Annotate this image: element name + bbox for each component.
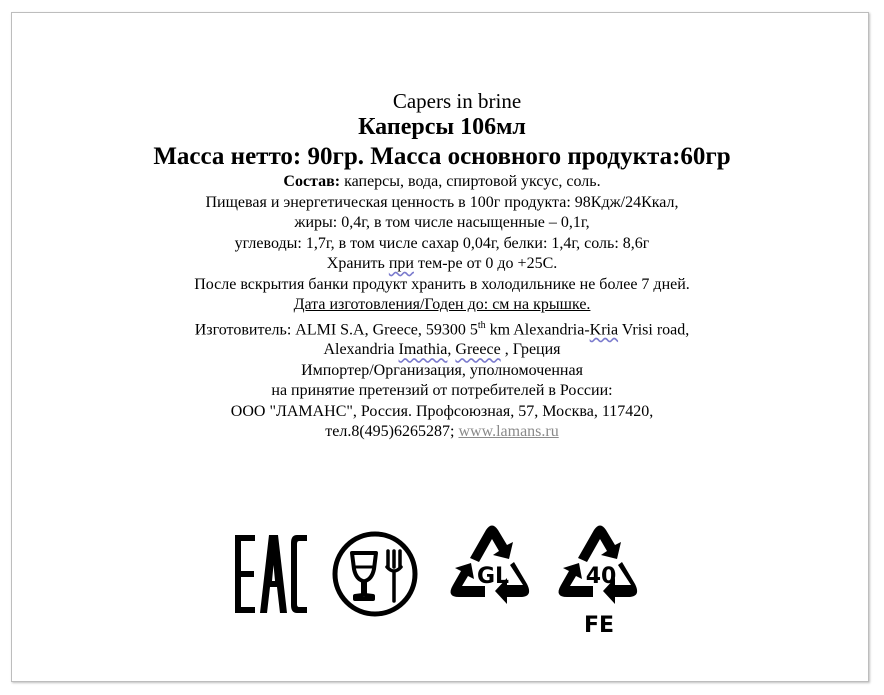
recycle-code-gl: GL [476,564,510,589]
storage-after-open: После вскрытия банки продукт хранить в холодильнике не более 7 дней. [194,275,690,293]
recycle-code-40: 40 [585,564,617,589]
recycle-gl-icon [437,518,547,623]
composition-label: Состав: [283,173,341,190]
manufacturer-line-2: Alexandria Imathia, Greece , Греция [323,341,561,359]
production-dates: Дата изготовления/Годен до: см на крышке. [293,296,591,313]
importer-line-2: на принятие претензий от потребителей в России: [271,382,613,400]
certification-icons [0,515,884,645]
recycle-40-fe-icon [545,518,655,643]
eac-icon [233,529,311,619]
nutrition-line-2: жиры: 0,4г, в том числе насыщенные – 0,1г, [294,214,590,231]
recycle-material-fe: FE [583,613,615,638]
nutrition-line-3: углеводы: 1,7г, в том числе сахар 0,04г, белки: 1,4г, соль: 8,6г [234,234,650,252]
composition-text: каперсы, вода, спиртовой уксус, соль. [340,173,601,190]
composition [0,172,884,193]
importer-line-3: ООО "ЛАМАНС", Россия. Профсоюзная, 57, Москва, 117420, [230,402,654,420]
product-name-ru: Каперсы 106мл [358,114,526,140]
nutrition-line-1: Пищевая и энергетическая ценность в 100г продукта: 98Кдж/24Ккал, [205,193,679,211]
label-text [0,88,884,443]
product-name-en: Capers in brine [392,89,522,113]
glass-fork-icon [330,529,420,619]
storage-temp: Хранить при тем-ре от 0 до +25С. [326,255,558,272]
manufacturer-line-1: Изготовитель: ALMI S.A, Greece, 59300 5th km Alexandria-Kria Vrisi road, [194,319,690,338]
importer-contacts [0,422,884,443]
product-mass: Масса нетто: 90гр. Масса основного продукта:60гр [153,143,731,170]
website-link[interactable]: www.lamans.ru [458,423,559,441]
phone: тел.8(495)6265287; [325,423,459,441]
importer-line-1: Импортер/Организация, уполномоченная [301,361,583,379]
